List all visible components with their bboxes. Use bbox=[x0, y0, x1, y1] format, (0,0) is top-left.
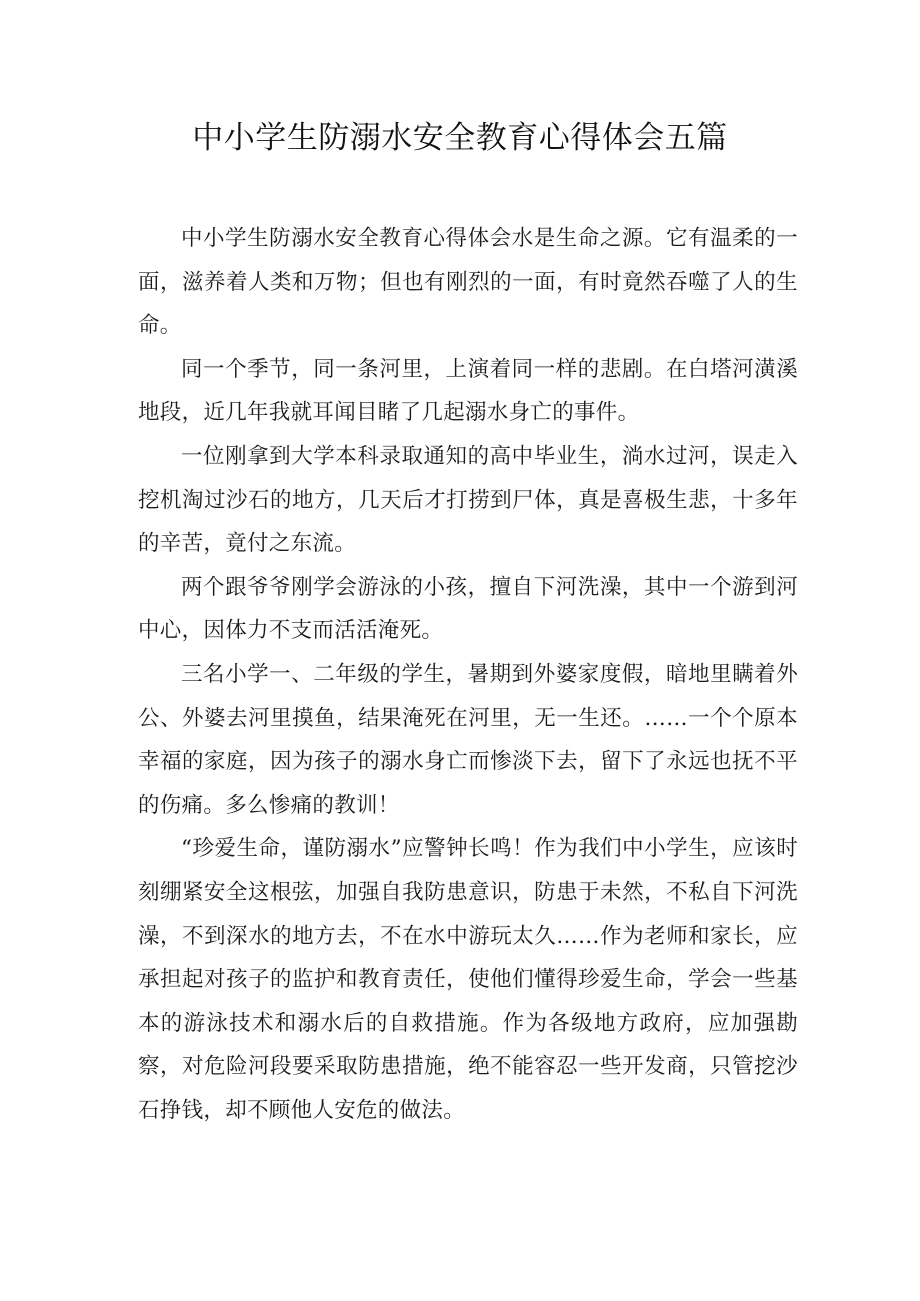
paragraph-3: 一位刚拿到大学本科录取通知的高中毕业生，淌水过河，误走入挖机淘过沙石的地方，几天后才打捞到尸体，真是喜极生悲，十多年的辛苦，竟付之东流。 bbox=[138, 443, 798, 557]
paragraph-2: 同一个季节，同一条河里，上演着同一样的悲剧。在白塔河潢溪地段，近几年我就耳闻目睹了几起溺水身亡的事件。 bbox=[138, 356, 798, 426]
document-title: 中小学生防溺水安全教育心得体会五篇 bbox=[192, 120, 728, 156]
document-body bbox=[138, 217, 798, 1132]
paragraph-5: 三名小学一、二年级的学生，暑期到外婆家度假，暗地里瞒着外公、外婆去河里摸鱼，结果淹死在河里，无一生还。……一个个原本幸福的家庭，因为孩子的溺水身亡而惨淡下去，留下了永远也抚不平的伤痛。多么惨痛的教训！ bbox=[138, 661, 798, 818]
paragraph-6: “珍爱生命，谨防溺水”应警钟长鸣！作为我们中小学生，应该时刻绷紧安全这根弦，加强自我防患意识，防患于未然，不私自下河洗澡，不到深水的地方去，不在水中游玩太久……作为老师和家长，应承担起对孩子的监护和教育责任，使他们懂得珍爱生命，学会一些基本的游泳技术和溺水后的自救措施。作为各级地方政府，应加强勘察，对危险河段要采取防患措施，绝不能容忍一些开发商，只管挖沙石挣钱，却不顾他人安危的做法。 bbox=[138, 836, 798, 1123]
paragraph-1: 中小学生防溺水安全教育心得体会水是生命之源。它有温柔的一面，滋养着人类和万物；但也有刚烈的一面，有时竟然吞噬了人的生命。 bbox=[138, 226, 798, 339]
paragraph-4: 两个跟爷爷刚学会游泳的小孩，擅自下河洗澡，其中一个游到河中心，因体力不支而活活淹死。 bbox=[138, 574, 798, 644]
